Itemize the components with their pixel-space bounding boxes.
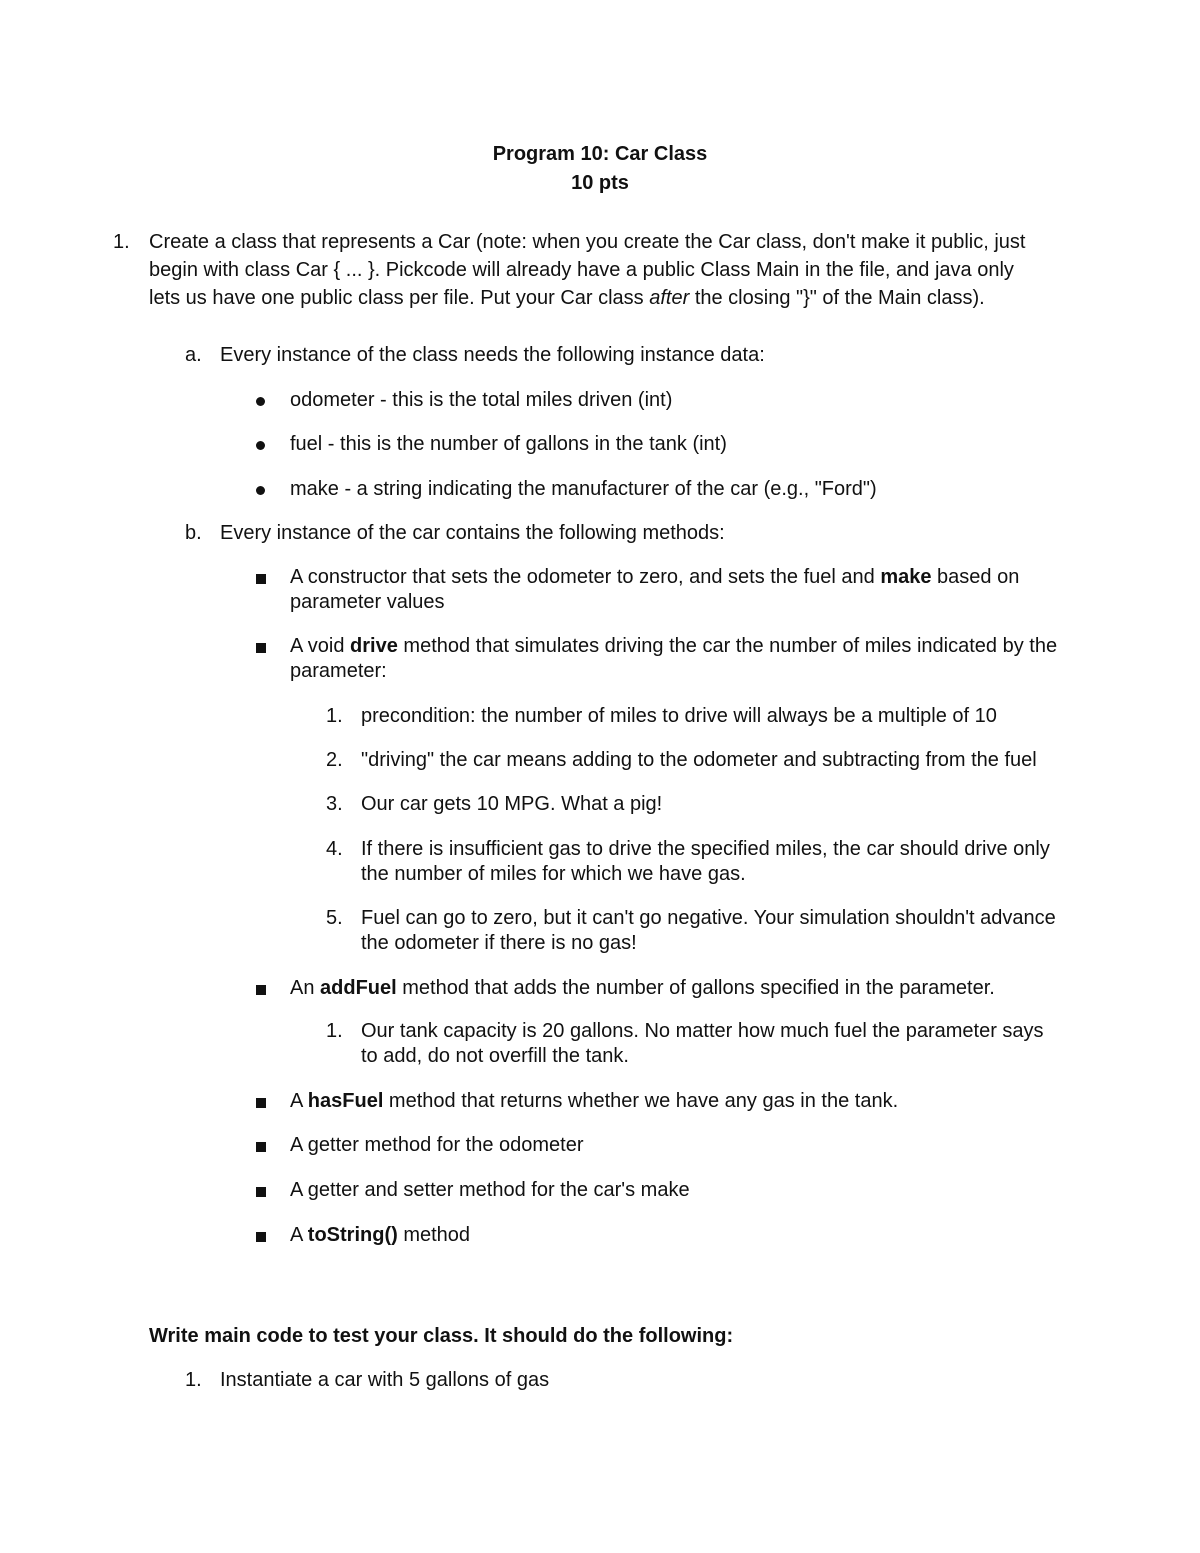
main-step-1-text: Instantiate a car with 5 gallons of gas (220, 1369, 550, 1391)
item-1-line-2: begin with class Car { ... }. Pickcode will already have a public Class Main in the file, and java only (149, 259, 1014, 281)
drive-step-4-line-1: If there is insufficient gas to drive the specified miles, the car should drive only (361, 838, 1050, 860)
method-constructor-text: A constructor that sets the odometer to zero, and sets the fuel and (290, 566, 881, 588)
bullet-square-icon (256, 1098, 266, 1108)
bullet-square-icon (256, 643, 266, 653)
method-tostring-text: A (290, 1224, 308, 1246)
instance-data-fuel: fuel - this is the number of gallons in the tank (int) (290, 433, 727, 455)
drive-step-5-line-2: the odometer if there is no gas! (361, 932, 637, 954)
method-getter-odometer: A getter method for the odometer (290, 1134, 584, 1156)
method-addfuel-text: An (290, 977, 321, 999)
method-drive-text: A void (290, 635, 351, 657)
drive-step-4-marker: 4. (326, 838, 343, 860)
bullet-dot-icon (256, 397, 265, 406)
addfuel-step-1-line-1: Our tank capacity is 20 gallons. No matter how much fuel the parameter says (361, 1020, 1044, 1042)
bullet-square-icon (256, 1187, 266, 1197)
method-constructor-line-2: parameter values (290, 591, 445, 613)
sub-a-marker: a. (185, 344, 202, 366)
bullet-square-icon (256, 574, 266, 584)
method-constructor-keyword: make (880, 566, 932, 588)
method-tostring-line (290, 1223, 470, 1248)
method-hasfuel-line (290, 1089, 898, 1114)
method-hasfuel-text: A (290, 1090, 308, 1112)
bullet-square-icon (256, 1232, 266, 1242)
method-drive-keyword: drive (350, 635, 398, 657)
sub-b-text: Every instance of the car contains the following methods: (220, 522, 725, 544)
bullet-dot-icon (256, 441, 265, 450)
sub-b-marker: b. (185, 522, 202, 544)
method-drive-line-1 (290, 634, 1057, 659)
item-1-marker: 1. (113, 231, 130, 253)
sub-a-text: Every instance of the class needs the following instance data: (220, 344, 765, 366)
drive-step-2-marker: 2. (326, 749, 343, 771)
main-step-1-marker: 1. (185, 1369, 202, 1391)
item-1-line-3 (149, 286, 985, 311)
method-addfuel-line (290, 976, 995, 1001)
drive-step-1-marker: 1. (326, 705, 343, 727)
method-hasfuel-text-end: method that returns whether we have any gas in the tank. (383, 1090, 899, 1112)
item-1-line-1: Create a class that represents a Car (note: when you create the Car class, don't make it public, just (149, 231, 1026, 253)
item-1-emphasis: after (649, 287, 690, 309)
addfuel-step-1-line-2: to add, do not overfill the tank. (361, 1045, 629, 1067)
bullet-dot-icon (256, 486, 265, 495)
bullet-square-icon (256, 985, 266, 995)
method-tostring-text-end: method (397, 1224, 471, 1246)
drive-step-3-text: Our car gets 10 MPG. What a pig! (361, 793, 663, 815)
method-constructor-text-end: based on (931, 566, 1020, 588)
method-addfuel-keyword: addFuel (320, 977, 397, 999)
page-title: Program 10: Car Class (492, 143, 708, 165)
instance-data-odometer: odometer - this is the total miles driven (int) (290, 389, 673, 411)
method-getter-setter-make: A getter and setter method for the car's make (290, 1179, 690, 1201)
drive-step-5-marker: 5. (326, 907, 343, 929)
main-section-heading: Write main code to test your class. It should do the following: (149, 1325, 734, 1347)
drive-step-3-marker: 3. (326, 793, 343, 815)
drive-step-1-text: precondition: the number of miles to drive will always be a multiple of 10 (361, 705, 997, 727)
instance-data-make: make - a string indicating the manufacturer of the car (e.g., "Ford") (290, 478, 877, 500)
bullet-square-icon (256, 1142, 266, 1152)
method-drive-line-2: parameter: (290, 660, 387, 682)
drive-step-2-text: "driving" the car means adding to the odometer and subtracting from the fuel (361, 749, 1037, 771)
addfuel-step-1-marker: 1. (326, 1020, 343, 1042)
method-drive-text-end: method that simulates driving the car the number of miles indicated by the (397, 635, 1058, 657)
drive-step-4-line-2: the number of miles for which we have gas. (361, 863, 746, 885)
points-label: 10 pts (571, 172, 629, 194)
item-1-line-3-text: lets us have one public class per file. Put your Car class (149, 287, 650, 309)
method-hasfuel-keyword: hasFuel (307, 1090, 384, 1112)
method-addfuel-text-end: method that adds the number of gallons specified in the parameter. (396, 977, 995, 999)
item-1-line-3-text-end: the closing "}" of the Main class). (689, 287, 985, 309)
drive-step-5-line-1: Fuel can go to zero, but it can't go negative. Your simulation shouldn't advance (361, 907, 1056, 929)
method-constructor-line-1 (290, 565, 1019, 590)
method-tostring-keyword: toString() (307, 1224, 398, 1246)
